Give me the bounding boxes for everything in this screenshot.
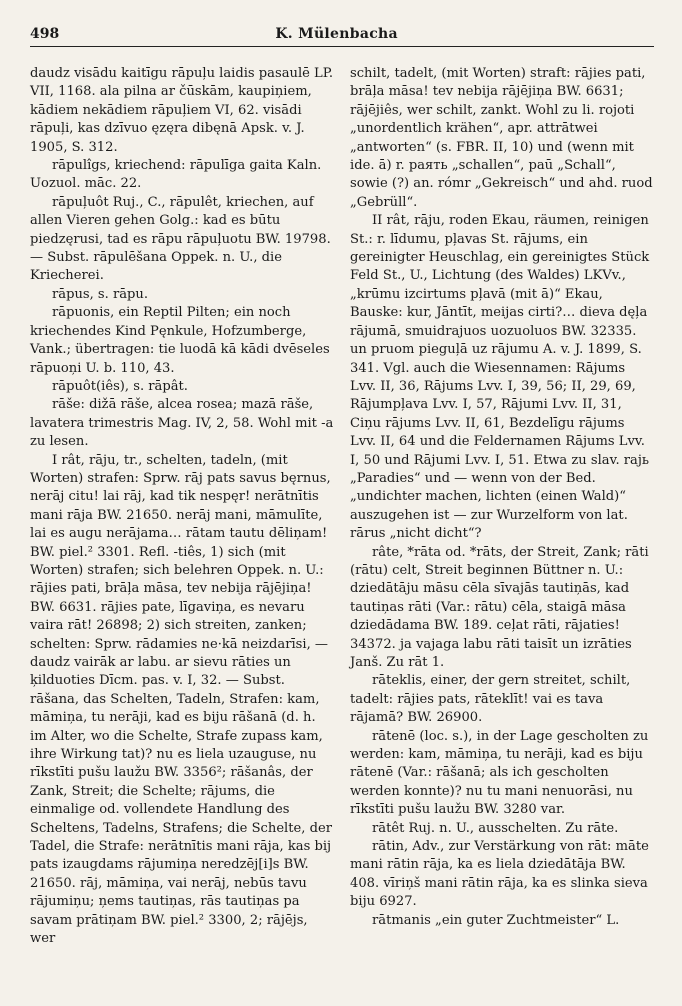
dictionary-entry: schilt, tadelt, (mit Worten) straft: rājies pati, brāļa māsa! tev nebija rājējiņa BW. 6631; rājējiês, wer schilt, zankt. Wohl zu li. rojoti „unordentlich krähen“, apr. attrātwei „antworten“ (s. FBR. II, 10) und (wenn mit ide. ā) r. раять „schallen“, paū „Schall“, sowie (?) an. rómr „Gekreisch“ und ahd. ruod „Gebrüll“.	[350, 66, 653, 210]
dictionary-entry: râte, *rāta od. *rāts, der Streit, Zank; rāti (rātu) celt, Streit beginnen Büttner n. U.: dziedātāju māsu cēla sīvajās tautiņās, kad tautiņas rāti (Var.: rātu) cēla, staigā māsa dziedādama BW. 189. ceļat rāti, rājaties! 34372. ja vajaga labu rāti taisīt un izrāties Janš. Zu rāt 1.	[350, 544, 649, 670]
dictionary-entry: rāpus, s. rāpu.	[52, 286, 149, 302]
dictionary-entry: rāpuôt(iês), s. rāpât.	[52, 378, 188, 394]
page-number: 498	[30, 26, 60, 42]
dictionary-entry: rātmanis „ein guter Zuchtmeister“ L.	[372, 912, 620, 928]
dictionary-entry: I rât, rāju, tr., schelten, tadeln, (mit Worten) strafen: Sprw. rāj pats savus bęrnus, nerāj citu! lai rāj, kad tik nespęr! nerātnītis mani rāja BW. 21650. nerāj mani, māmulīte, lai es augu nerājama… rātam tautu dēliņam! BW. piel.² 3301. Refl. -tiês, 1) sich (mit Worten) strafen; sich belehren Oppek. n. U.: rājies pati, brāļa māsa, tev nebija rājējiņa! BW. 6631. rājies pate, līgaviņa, es nevaru vaira rāt! 26898; 2) sich streiten, zanken; schelten: Sprw. rādamies ne·kā neizdarīsi, — daudz vairāk ar labu. ar sievu rāties un ķilduoties Dīcm. pas. v. I, 32. — Subst. rāšana, das Schelten, Tadeln, Strafen: kam, māmiņa, tu nerāji, kad es biju rāšanā (d. h. im Alter, wo die Schelte, Strafe zupass kam, ihre Wirkung tat)? nu es liela uzauguse, nu rīkstīti pušu laužu BW. 3356²; rāšanâs, der Zank, Streit; die Schelte; rājums, die einmalige od. vollendete Handlung des Scheltens, Tadelns, Strafens; die Schelte, der Tadel, die Strafe: nerātnītis mani rāja, kas bij pats izaugdams rājumiņa neredzēj[i]s BW. 21650. rāj, māmiņa, vai nerāj, nebūs tavu rājumiņu; ņems tautiņas, rās tautiņas pa savam prātiņam BW. piel.² 3300, 2; rājējs, wer	[30, 452, 332, 947]
dictionary-entry: rāpuonis, ein Reptil Pilten; ein noch kriechendes Kind Pęnkule, Hofzumberge, Vank.; übertragen: tie luodā kā kādi dvēseles rāpuoņi U. b. 110, 43.	[30, 305, 330, 376]
dictionary-entry: rāpulîgs, kriechend: rāpulīga gaita Kaln. Uozuol. māc. 22.	[30, 158, 322, 192]
right-column	[350, 65, 654, 949]
header-rule	[30, 46, 654, 47]
dictionary-entry: rātêt Ruj. n. U., ausschelten. Zu rāte.	[372, 820, 619, 836]
running-head: K. Mülenbacha	[275, 26, 398, 42]
dictionary-entry: rāpuļuôt Ruj., C., rāpulêt, kriechen, auf allen Vieren gehen Golg.: kad es būtu piedzęrusi, tad es rāpu rāpuļuotu BW. 19798. — Subst. rāpulēšana Oppek. n. U., die Kriecherei.	[30, 194, 331, 284]
page-header	[30, 26, 654, 42]
dictionary-entry: daudz visādu kaitīgu rāpuļu laidis pasaulē LP. VII, 1168. ala pilna ar čūskām, kaupiņiem, kādiem nekādiem rāpuļiem VI, 62. visādi rāpuļi, kas dzīvuo ęzęra dibęnā Apsk. v. J. 1905, S. 312.	[30, 66, 334, 155]
left-column	[30, 65, 334, 949]
dictionary-entry: II rât, rāju, roden Ekau, räumen, reinigen St.: r. līdumu, pļavas St. rājums, ein gereinigter Heuschlag, ein gereinigtes Stück Feld St., U., Lichtung (des Waldes) LKVv., „krūmu izcirtums pļavā (mit ā)“ Ekau, Bauske: kur, Jāntīt, meijas cirti?… dieva dęļa rājumā, smuidrajuos uozuoluos BW. 32335. un pruom pieguļā uz rājumu A. v. J. 1899, S. 341. Vgl. auch die Wiesennamen: Rājums Lvv. II, 36, Rājums Lvv. I, 39, 56; II, 29, 69, Rājumpļava Lvv. I, 57, Rājumi Lvv. II, 31, Ciņu rājums Lvv. II, 61, Bezdelīgu rājums Lvv. II, 64 und die Feldernamen Rājums Lvv. I, 50 und Rājumi Lvv. I, 51. Etwa zu slav. rajь „Paradies“ und — wenn von der Bed. „undichter machen, lichten (einen Wald)“ auszugehen ist — zur Wurzelform von lat. rārus „nicht dicht“?	[350, 213, 650, 542]
dictionary-entry: rātenē (loc. s.), in der Lage gescholten zu werden: kam, māmiņa, tu nerāji, kad es biju rātenē (Var.: rāšanā; als ich gescholten werden konnte)? nu tu mani nenuorāsi, nu rīkstīti pušu laužu BW. 3280 var.	[350, 728, 649, 818]
dictionary-entry: rāteklis, einer, der gern streitet, schilt, tadelt: rājies pats, rāteklīt! vai es tava rājamā? BW. 26900.	[350, 673, 631, 726]
text-columns	[30, 65, 654, 949]
dictionary-entry: rāše: dižā rāše, alcea rosea; mazā rāše, lavatera trimestris Mag. IV, 2, 58. Wohl mit -a zu lesen.	[30, 397, 334, 450]
dictionary-entry: rātin, Adv., zur Verstärkung von rāt: māte mani rātin rāja, ka es liela dziedātāja BW. 408. vīriņš mani rātin rāja, ka es slinka sieva biju 6927.	[350, 839, 649, 910]
